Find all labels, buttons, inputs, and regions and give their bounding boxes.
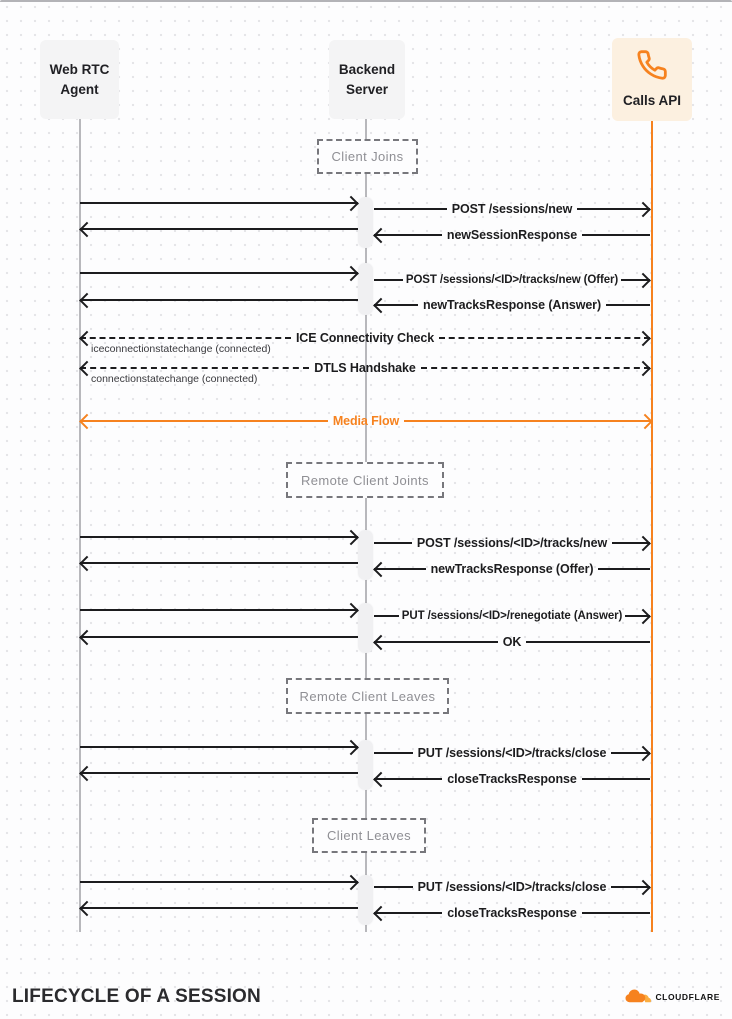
lifeline-calls-api — [651, 121, 653, 932]
message-arrow — [80, 265, 358, 281]
activation-bar — [358, 263, 373, 315]
arrowhead-right-icon — [343, 265, 359, 281]
section-client-leaves — [312, 818, 426, 853]
connection-state-note: connectionstatechange (connected) — [91, 373, 258, 385]
activation-bar — [358, 530, 373, 580]
message-label: PUT /sessions/<ID>/tracks/close — [417, 746, 607, 760]
activation-bar — [358, 875, 373, 925]
arrowhead-left-icon — [79, 292, 95, 308]
message-arrow — [374, 201, 650, 217]
message-arrow — [374, 771, 650, 787]
arrowhead-left-icon — [373, 561, 389, 577]
arrowhead-left-icon — [79, 413, 95, 429]
section-label: Client Leaves — [327, 828, 411, 843]
actor-web-rtc-agent — [40, 40, 119, 119]
message-arrow — [374, 608, 650, 624]
arrowhead-left-icon — [79, 555, 95, 571]
section-remote-client-leaves — [286, 678, 449, 714]
activation-bar — [358, 603, 373, 653]
section-client-joins — [317, 139, 418, 174]
message-arrow — [374, 745, 650, 761]
arrowhead-left-icon — [373, 905, 389, 921]
arrowhead-left-icon — [79, 900, 95, 916]
message-arrow — [80, 602, 358, 618]
message-arrow — [374, 561, 650, 577]
message-arrow — [80, 765, 358, 781]
arrowhead-right-icon — [343, 529, 359, 545]
message-arrow — [80, 529, 358, 545]
actor-label: Calls API — [622, 92, 682, 108]
phone-icon — [636, 49, 668, 81]
top-edge-divider — [0, 0, 732, 2]
message-arrow — [374, 297, 650, 313]
activation-bar — [358, 740, 373, 790]
message-arrow — [80, 739, 358, 755]
message-label: newTracksResponse (Answer) — [422, 298, 602, 312]
message-arrow — [80, 292, 358, 308]
message-label: POST /sessions/<ID>/tracks/new — [416, 536, 608, 550]
message-label: ICE Connectivity Check — [295, 331, 435, 345]
message-arrow — [374, 905, 650, 921]
section-label: Remote Client Leaves — [299, 688, 436, 704]
arrowhead-right-icon — [635, 201, 651, 217]
arrowhead-right-icon — [343, 602, 359, 618]
page-title: LIFECYCLE OF A SESSION — [12, 986, 261, 1007]
actor-label: Backend — [338, 61, 396, 77]
lifeline-web-rtc-agent — [79, 119, 81, 932]
brand-wordmark: CLOUDFLARE — [655, 991, 720, 1002]
arrowhead-left-icon — [373, 771, 389, 787]
arrowhead-right-icon — [635, 330, 651, 346]
message-label: POST /sessions/<ID>/tracks/new (Offer) — [405, 274, 619, 286]
arrowhead-right-icon — [343, 874, 359, 890]
message-label: newSessionResponse — [446, 228, 578, 242]
arrowhead-left-icon — [373, 297, 389, 313]
message-label: OK — [502, 635, 522, 649]
actor-backend-server — [329, 40, 405, 119]
arrowhead-right-icon — [635, 535, 651, 551]
message-arrow-media-flow — [80, 413, 652, 429]
message-arrow — [374, 879, 650, 895]
section-label: Remote Client Joints — [301, 472, 429, 488]
message-label: PUT /sessions/<ID>/renegotiate (Answer) — [401, 610, 623, 622]
message-label: closeTracksResponse — [447, 772, 577, 786]
message-arrow — [374, 227, 650, 243]
message-arrow — [374, 272, 650, 288]
arrowhead-right-icon — [635, 608, 651, 624]
message-arrow — [80, 629, 358, 645]
arrowhead-right-icon — [343, 195, 359, 211]
actor-label: Agent — [60, 81, 99, 97]
message-label: PUT /sessions/<ID>/tracks/close — [417, 880, 607, 894]
cloudflare-logo — [623, 989, 720, 1004]
arrowhead-left-icon — [373, 227, 389, 243]
arrowhead-right-icon — [637, 413, 653, 429]
message-arrow — [374, 535, 650, 551]
actor-calls-api — [612, 38, 692, 121]
activation-bar — [358, 197, 373, 248]
message-arrow — [80, 221, 358, 237]
arrowhead-left-icon — [79, 765, 95, 781]
actor-label: Web RTC — [49, 61, 110, 77]
section-remote-client-joints — [286, 462, 444, 498]
message-label: Media Flow — [332, 414, 400, 428]
message-label: DTLS Handshake — [314, 361, 416, 375]
arrowhead-right-icon — [635, 272, 651, 288]
arrowhead-right-icon — [635, 745, 651, 761]
message-label: closeTracksResponse — [447, 906, 577, 920]
arrowhead-left-icon — [79, 629, 95, 645]
section-label: Client Joins — [331, 149, 404, 164]
cloudflare-cloud-icon — [623, 989, 651, 1004]
message-label: POST /sessions/new — [451, 202, 573, 216]
message-label: newTracksResponse (Offer) — [430, 562, 594, 576]
arrowhead-left-icon — [79, 221, 95, 237]
message-arrow — [80, 874, 358, 890]
arrowhead-right-icon — [635, 879, 651, 895]
actor-label: Server — [345, 81, 389, 97]
arrowhead-right-icon — [343, 739, 359, 755]
message-arrow — [80, 900, 358, 916]
arrowhead-right-icon — [635, 360, 651, 376]
message-arrow — [80, 555, 358, 571]
message-arrow — [374, 634, 650, 650]
arrowhead-left-icon — [373, 634, 389, 650]
message-arrow — [80, 195, 358, 211]
ice-state-note: iceconnectionstatechange (connected) — [91, 343, 271, 355]
